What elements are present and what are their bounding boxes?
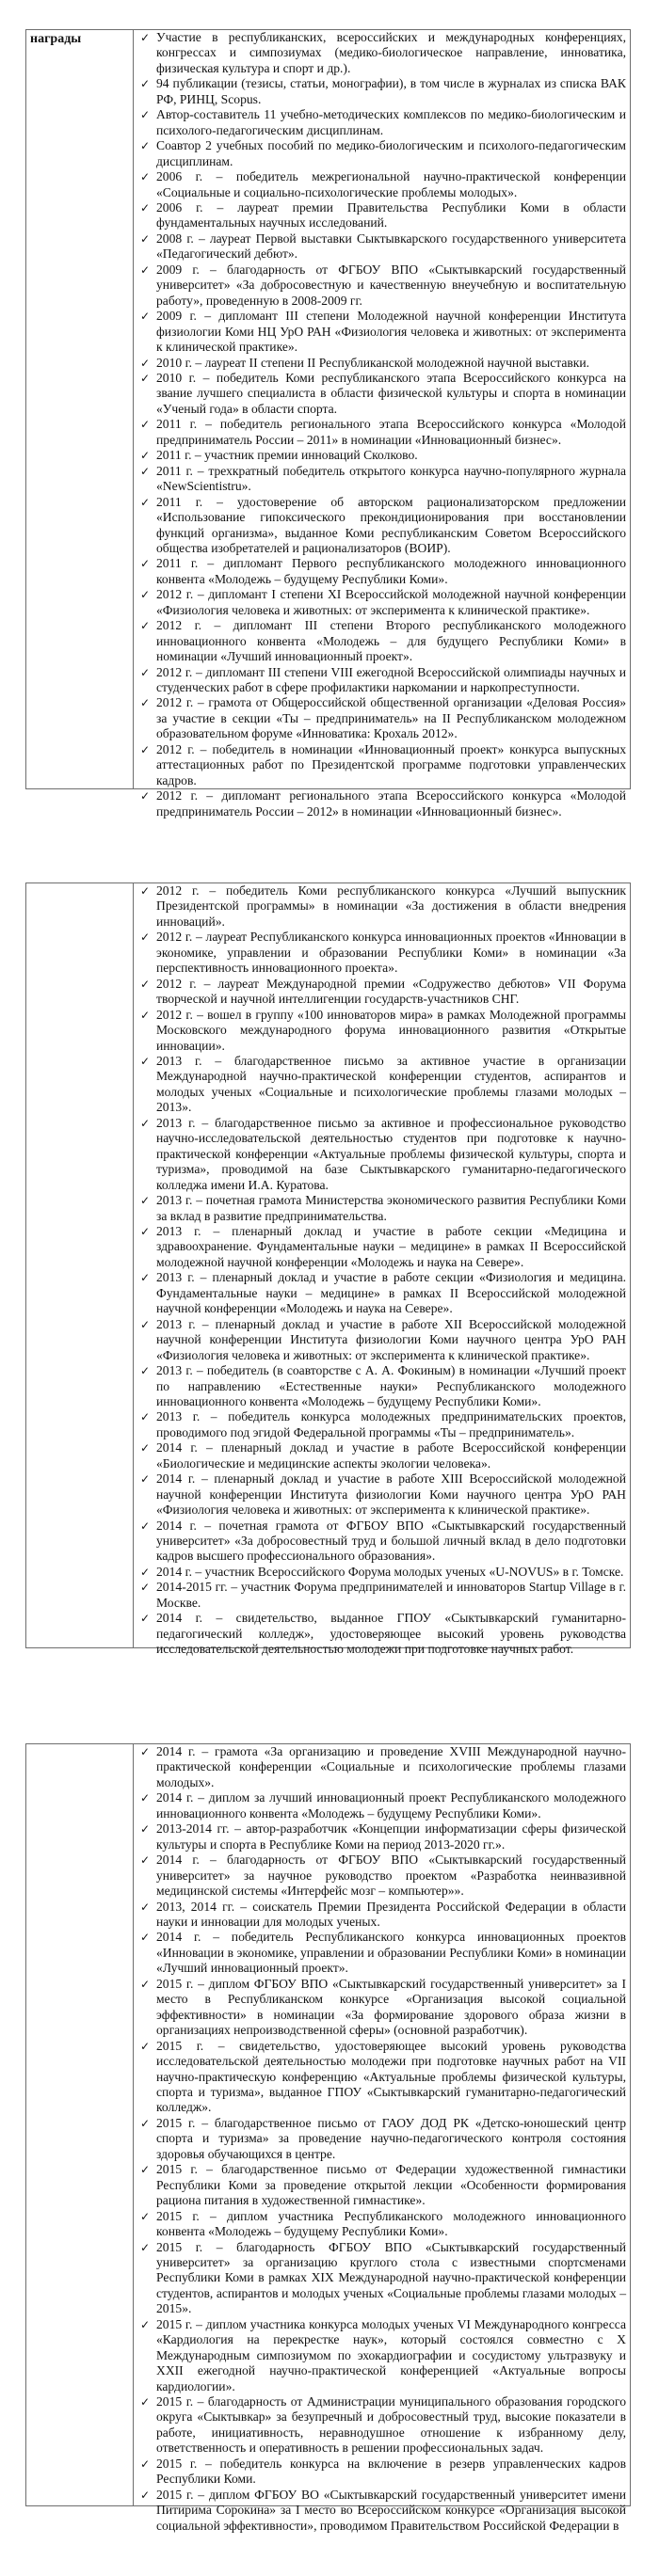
award-item: [134, 1580, 626, 1611]
checkmark-icon: ✓: [140, 665, 151, 679]
award-text: 2011 г. – дипломант Первого республиканского молодежного инновационного конвента «Молодежь – будущему Республики Коми».: [156, 556, 626, 586]
award-text: 2006 г. – победитель межрегиональной научно-практической конференции «Социальные и социально-психологические проблемы молодых».: [156, 169, 626, 199]
award-item: [134, 742, 626, 788]
award-text: 2012 г. – победитель в номинации «Инновационный проект» конкурса выпускных аттестационных работ по Президентской программе подготовки управленческих кадров.: [156, 741, 626, 787]
award-text: 2008 г. – лауреат Первой выставки Сыктывкарского государственного университета «Педагогический дебют».: [156, 231, 626, 262]
award-item: [134, 1116, 626, 1193]
award-text: 2011 г. – трехкратный победитель открытого конкурса научно-популярного журнала «NewScientistru».: [156, 463, 626, 494]
checkmark-icon: ✓: [140, 1565, 151, 1579]
checkmark-icon: ✓: [140, 588, 151, 602]
award-item: [134, 695, 626, 741]
awards-list-cell: [134, 30, 630, 819]
award-text: 2015 г. – благодарственное письмо от ГАОУ ДОД РК «Детско-юношеский центр спорта и туризма» за проведение научно-педагогического контроля состояния здоровья обучающихся в центре.: [156, 2115, 626, 2161]
award-text: 2012 г. – вошел в группу «100 инноваторов мира» в рамках Молодежной программы Московского международного форума инновационного развития «Открытые инновации».: [156, 1007, 626, 1053]
award-item: [134, 1790, 626, 1821]
checkmark-icon: ✓: [140, 31, 151, 44]
award-text: 2013 г. – благодарственное письмо за активное и профессиональное руководство научно-исследовательской деятельностью студентов при подготовке к научно-практической конференции «Актуальные проблемы физической культуры, спорта и туризма», проводимой на базе Сыктывкарского гуманитарно-педагогического колледжа имени И.А. Куратова.: [156, 1115, 626, 1192]
award-item: [134, 1852, 626, 1899]
checkmark-icon: ✓: [140, 884, 151, 898]
award-text: 2012 г. – лауреат Республиканского конкурса инновационных проектов «Инновации в экономике, управлении и образовании Республики Коми» в номинации «За перспективность инновационного проекта».: [156, 930, 626, 976]
award-text: 2011 г. – удостоверение об авторском рационализаторском предложении «Использование гипоксического прекондиционирования при восстановлении функций организма», выданное Коми республиканским Советом Всероссийского общества изобретателей и рационализаторов (ВОИР).: [156, 494, 626, 555]
checkmark-icon: ✓: [140, 1931, 151, 1945]
award-text: 2014 г. – диплом за лучший инновационный проект Республиканского молодежного инновационного конвента «Молодежь – будущему Республики Коми».: [156, 1790, 626, 1821]
checkmark-icon: ✓: [140, 1977, 151, 1991]
checkmark-icon: ✓: [140, 449, 151, 463]
checkmark-icon: ✓: [140, 2395, 151, 2409]
award-item: [134, 2394, 626, 2457]
award-text: 2015 г. – победитель конкурса на включение в резерв управленческих кадров Республики Коми.: [156, 2456, 626, 2487]
checkmark-icon: ✓: [140, 930, 151, 945]
checkmark-icon: ✓: [140, 1410, 151, 1424]
award-item: [134, 2039, 626, 2116]
award-item: [134, 138, 626, 169]
awards-table-3: [25, 1743, 631, 2533]
checkmark-icon: ✓: [140, 2209, 151, 2223]
checkmark-icon: ✓: [140, 231, 151, 246]
award-item: [134, 2116, 626, 2162]
checkmark-icon: ✓: [140, 1472, 151, 1487]
checkmark-icon: ✓: [140, 977, 151, 991]
checkmark-icon: ✓: [140, 77, 151, 91]
award-item: [134, 356, 626, 371]
award-text: 2015 г. – свидетельство, удостоверяющее высокий уровень руководства исследовательской деятельностью молодежи при подготовке научных работ на VII научно-практическую конференцию «Актуальные проблемы физической культуры, спорта и туризма», выданное ГПОУ «Сыктывкарский гуманитарно-педагогический колледж».: [156, 2038, 626, 2115]
award-text: 2012 г. – лауреат Международной премии «Содружество дебютов» VII Форума творческой и научной интеллигенции государств-участников СНГ.: [156, 976, 626, 1007]
award-text: Соавтор 2 учебных пособий по медико-биологическим и психолого-педагогическим дисциплинам.: [156, 138, 626, 168]
award-text: 2012 г. – грамота от Общероссийской общественной организации «Деловая Россия» за участие в секции «Ты – предприниматель» на II Республиканском молодежном образовательном форуме «Инноватика: Крохаль 2012».: [156, 695, 626, 741]
award-item: [134, 587, 626, 618]
award-text: 2012 г. – дипломант III степени VIII ежегодной Всероссийской олимпиады научных и студенческих работ в сфере профилактики наркомании и наркопреступности.: [156, 664, 626, 695]
award-item: [134, 1900, 626, 1931]
awards-list-cell: [134, 883, 630, 1657]
award-text: 2015 г. – диплом ФГБОУ ВПО «Сыктывкарский государственный университет» за I место в Республиканском конкурсе «Организация высокой социальной эффективности» в номинации «За формирование здорового образа жизни в организациях непроизводственной сферы» (основной разработчик).: [156, 1976, 626, 2038]
award-item: [134, 309, 626, 355]
awards-list-cell: [134, 1744, 630, 2533]
award-item: [134, 371, 626, 417]
award-item: [134, 200, 626, 231]
awards-list: [134, 1744, 626, 2534]
award-text: 2009 г. – благодарность от ФГБОУ ВПО «Сыктывкарский государственный университет» «За добросовестную и качественную внеучебную и воспитательную работу», проведенную в 2008-2009 гг.: [156, 262, 626, 308]
award-item: [134, 2317, 626, 2394]
award-item: [134, 1224, 626, 1270]
award-item: [134, 1008, 626, 1054]
award-text: 2014 г. – благодарность от ФГБОУ ВПО «Сыктывкарский государственный университет» за научное руководство проектом «Разработка неинвазивной медицинской системы «Интерфейс мозг – компьютер»».: [156, 1852, 626, 1899]
award-item: [134, 788, 626, 819]
award-text: 2010 г. – лауреат II степени II Республиканской молодежной научной выставки.: [156, 355, 590, 370]
award-text: 94 публикации (тезисы, статьи, монографии), в том числе в журналах из списка ВАК РФ, РИНЦ, Scopus.: [156, 76, 626, 106]
award-text: 2014 г. – победитель Республиканского конкурса инновационных проектов «Инновации в экономике, управлении и образовании Республики Коми» в номинации «Лучший инновационный проект».: [156, 1930, 626, 1976]
award-item: [134, 231, 626, 262]
award-item: [134, 1363, 626, 1409]
award-item: [134, 1977, 626, 2039]
checkmark-icon: ✓: [140, 200, 151, 215]
award-text: 2014 г. – свидетельство, выданное ГПОУ «Сыктывкарский гуманитарно-педагогический колледж», удостоверяющее высокий уровень руководства исследовательской деятельностью молодежи при подготовке научных работ.: [156, 1611, 626, 1657]
award-item: [134, 930, 626, 976]
checkmark-icon: ✓: [140, 2317, 151, 2331]
checkmark-icon: ✓: [140, 108, 151, 122]
checkmark-icon: ✓: [140, 371, 151, 385]
award-text: 2013 г. – пленарный доклад и участие в работе секции «Физиология и медицина. Фундаментальные науки – медицине» в рамках II Всероссийской молодежной научной конференции «Молодежь и наука на Севере».: [156, 1270, 626, 1316]
award-text: 2011 г. – участник премии инноваций Сколково.: [156, 448, 418, 463]
award-text: 2015 г. – благодарственное письмо от Федерации художественной гимнастики Республики Коми за проведение открытой лекции «Особенности формирования рациона питания в художественной гимнастике».: [156, 2162, 626, 2208]
award-item: [134, 2209, 626, 2240]
checkmark-icon: ✓: [140, 310, 151, 324]
award-item: [134, 1409, 626, 1440]
checkmark-icon: ✓: [140, 464, 151, 478]
award-text: 2013 г. – благодарственное письмо за активное участие в организации Международной научно-практической конференции студентов, аспирантов и молодых ученых «Социальные и психологические проблемы глазами молодых – 2013».: [156, 1053, 626, 1115]
checkmark-icon: ✓: [140, 2116, 151, 2130]
award-item: [134, 1565, 626, 1580]
section-label: награды: [30, 32, 82, 46]
awards-list: [134, 30, 626, 819]
award-item: [134, 1744, 626, 1790]
award-text: Автор-составитель 11 учебно-методических комплексов по медико-биологическим и психолого-педагогическим дисциплинам.: [156, 107, 626, 137]
award-item: [134, 1270, 626, 1316]
award-item: [134, 556, 626, 587]
award-text: 2014 г. – почетная грамота от ФГБОУ ВПО «Сыктывкарский государственный университет» «За добросовестный труд и большой личный вклад в дело подготовки кадров высшего профессионального образования».: [156, 1518, 626, 1564]
checkmark-icon: ✓: [140, 789, 151, 803]
checkmark-icon: ✓: [140, 1224, 151, 1238]
award-item: [134, 2162, 626, 2208]
award-text: 2014 г. – пленарный доклад и участие в работе XIII Всероссийской молодежной научной конференции Института физиологии Коми научного центра УрО РАН «Физиология человека и животных: от эксперимента к клинической практике».: [156, 1471, 626, 1518]
award-item: [134, 76, 626, 107]
award-text: 2014-2015 гг. – участник Форума предпринимателей и инноваторов Startup Village в г. Москве.: [156, 1580, 626, 1610]
award-item: [134, 2488, 626, 2534]
checkmark-icon: ✓: [140, 1054, 151, 1068]
award-item: [134, 977, 626, 1008]
awards-table-2: [25, 883, 631, 1657]
award-text: 2013 г. – пленарный доклад и участие в работе XII Всероссийской молодежной научной конференции Института физиологии Коми научного центра УрО РАН «Физиология человека и животных: от эксперимента к клинической практике».: [156, 1316, 626, 1362]
award-text: 2015 г. – диплом участника Республиканского молодежного инновационного конвента «Молодежь – будущему Республики Коми».: [156, 2208, 626, 2239]
award-text: 2012 г. – дипломант III степени Второго республиканского молодежного инновационного конвента «Молодежь – для будущего Республики Коми» в номинации «Лучший инновационный проект».: [156, 618, 626, 664]
checkmark-icon: ✓: [140, 1822, 151, 1837]
award-item: [134, 1054, 626, 1116]
checkmark-icon: ✓: [140, 1745, 151, 1758]
award-text: 2015 г. – диплом ФГБОУ ВО «Сыктывкарский государственный университет имени Питирима Сорокина» за I место во Всероссийском конкурсе «Организация высокой социальной эффективности», проводимом Правительством Российской Федерации в: [156, 2487, 626, 2533]
award-text: 2012 г. – победитель Коми республиканского конкурса «Лучший выпускник Президентской программы» в номинации «За достижения в области внедрения инноваций».: [156, 883, 626, 929]
checkmark-icon: ✓: [140, 1791, 151, 1805]
award-item: [134, 1471, 626, 1518]
checkmark-icon: ✓: [140, 1853, 151, 1868]
section-label-cell: [26, 30, 134, 788]
award-item: [134, 1193, 626, 1224]
award-item: [134, 1821, 626, 1852]
award-text: 2013 г. – почетная грамота Министерства экономического развития Республики Коми за вклад в развитие предпринимательства.: [156, 1193, 626, 1223]
award-item: [134, 30, 626, 76]
checkmark-icon: ✓: [140, 170, 151, 184]
award-text: 2013 г. – пленарный доклад и участие в работе секции «Медицина и здравоохранение. Фундаментальные науки – медицине» в рамках II Всероссийской молодежной научной конференции «Молодежь и наука на Севере».: [156, 1223, 626, 1269]
award-text: 2013 г. – победитель конкурса молодежных предпринимательских проектов, проводимого под эгидой Федеральной программы «Ты – предприниматель».: [156, 1409, 626, 1439]
award-item: [134, 1519, 626, 1565]
award-item: [134, 2240, 626, 2317]
award-text: 2014 г. – участник Всероссийского Форума молодых ученых «U-NOVUS» в г. Томске.: [156, 1564, 624, 1579]
checkmark-icon: ✓: [140, 619, 151, 633]
award-item: [134, 464, 626, 495]
checkmark-icon: ✓: [140, 2488, 151, 2502]
award-text: 2013 г. – победитель (в соавторстве с А. А. Фокиным) в номинации «Лучший проект по направлению «Естественные науки» Республиканского молодежного инновационного конвента «Молодежь – будущему Республики Коми».: [156, 1363, 626, 1408]
awards-list: [134, 883, 626, 1658]
award-text: 2015 г. – благодарность от Администрации муниципального образования городского округа «Сыктывкар» за безупречный и добросовестный труд, высокие показатели в работе, инициативность, неравнодушное отношение к избранному делу, ответственность и оперативность в решении профессиональных задач.: [156, 2394, 626, 2456]
award-text: 2015 г. – диплом участника конкурса молодых ученых VI Международного конгресса «Кардиология на перекрестке наук», который состоялся совместно с X Международным симпозиумом по эхокардиографии и сосудистому ультразвуку и XXII ежегодной научно-практической конференцией «Актуальные вопросы кардиологии».: [156, 2316, 626, 2393]
award-item: [134, 2457, 626, 2488]
awards-table-1: [25, 29, 631, 819]
award-text: Участие в республиканских, всероссийских и международных конференциях, конгрессах и симпозиумах (медико-биологическое направление, инноватика, физическая культура и спорт и др.).: [156, 30, 626, 75]
award-item: [134, 417, 626, 448]
checkmark-icon: ✓: [140, 1317, 151, 1331]
award-text: 2012 г. – дипломант I степени XI Всероссийской молодежной научной конференции «Физиология человека и животных: от эксперимента к клинической практике».: [156, 587, 626, 617]
checkmark-icon: ✓: [140, 1519, 151, 1533]
award-item: [134, 618, 626, 664]
checkmark-icon: ✓: [140, 696, 151, 710]
award-text: 2013-2014 гг. – автор-разработчик «Концепции информатизации сферы физической культуры и спорта в Республике Коми на период 2013-2020 гг.».: [156, 1821, 626, 1852]
award-item: [134, 1611, 626, 1657]
checkmark-icon: ✓: [140, 1271, 151, 1285]
award-item: [134, 495, 626, 557]
checkmark-icon: ✓: [140, 557, 151, 571]
award-item: [134, 1317, 626, 1363]
award-text: 2014 г. – пленарный доклад и участие в работе Всероссийской конференции «Биологические и медицинские аспекты экологии человека».: [156, 1440, 626, 1471]
checkmark-icon: ✓: [140, 495, 151, 509]
checkmark-icon: ✓: [140, 2039, 151, 2053]
award-item: [134, 665, 626, 696]
checkmark-icon: ✓: [140, 1194, 151, 1208]
award-text: 2006 г. – лауреат премии Правительства Республики Коми в области фундаментальных научных исследований.: [156, 199, 626, 231]
award-item: [134, 169, 626, 200]
award-text: 2012 г. – дипломант регионального этапа Всероссийского конкурса «Молодой предприниматель России – 2012» в номинации «Инновационный бизнес».: [156, 788, 626, 819]
award-item: [134, 883, 626, 930]
empty-label-cell: [26, 1744, 134, 2505]
checkmark-icon: ✓: [140, 2457, 151, 2471]
checkmark-icon: ✓: [140, 1364, 151, 1378]
checkmark-icon: ✓: [140, 1612, 151, 1626]
award-text: 2015 г. – благодарность ФГБОУ ВПО «Сыктывкарский государственный университет» за организацию круглого стола с известными спортсменами Республики Коми в рамках XIX Международной научно-практической конференции студентов, аспирантов и молодых ученых «Социальные проблемы глазами молодых – 2015».: [156, 2239, 626, 2316]
award-text: 2009 г. – дипломант III степени Молодежной научной конференции Института физиологии Коми НЦ УрО РАН «Физиология человека и животных: от эксперимента к клинической практике».: [156, 309, 626, 355]
award-item: [134, 1930, 626, 1976]
checkmark-icon: ✓: [140, 1441, 151, 1455]
checkmark-icon: ✓: [140, 1581, 151, 1595]
checkmark-icon: ✓: [140, 1116, 151, 1130]
checkmark-icon: ✓: [140, 2163, 151, 2177]
award-item: [134, 448, 626, 463]
empty-label-cell: [26, 883, 134, 1647]
award-text: 2013, 2014 гг. – соискатель Премии Президента Российской Федерации в области науки и инновации для молодых ученых.: [156, 1899, 626, 1929]
checkmark-icon: ✓: [140, 742, 151, 756]
checkmark-icon: ✓: [140, 418, 151, 432]
checkmark-icon: ✓: [140, 356, 151, 370]
checkmark-icon: ✓: [140, 139, 151, 153]
award-text: 2010 г. – победитель Коми республиканского этапа Всероссийского конкурса на звание лучшего специалиста в области физической культуры и спорта в номинации «Ученый года» в области спорта.: [156, 370, 626, 416]
award-text: 2011 г. – победитель регионального этапа Всероссийского конкурса «Молодой предприниматель России – 2011» в номинации «Инновационный бизнес».: [156, 417, 626, 447]
award-item: [134, 107, 626, 138]
award-item: [134, 1440, 626, 1471]
checkmark-icon: ✓: [140, 262, 151, 277]
award-text: 2014 г. – грамота «За организацию и проведение XVIII Международной научно-практической конференции «Социальные и психологические проблемы глазами молодых».: [156, 1744, 626, 1789]
checkmark-icon: ✓: [140, 1008, 151, 1022]
checkmark-icon: ✓: [140, 1900, 151, 1914]
checkmark-icon: ✓: [140, 2240, 151, 2254]
award-item: [134, 262, 626, 309]
